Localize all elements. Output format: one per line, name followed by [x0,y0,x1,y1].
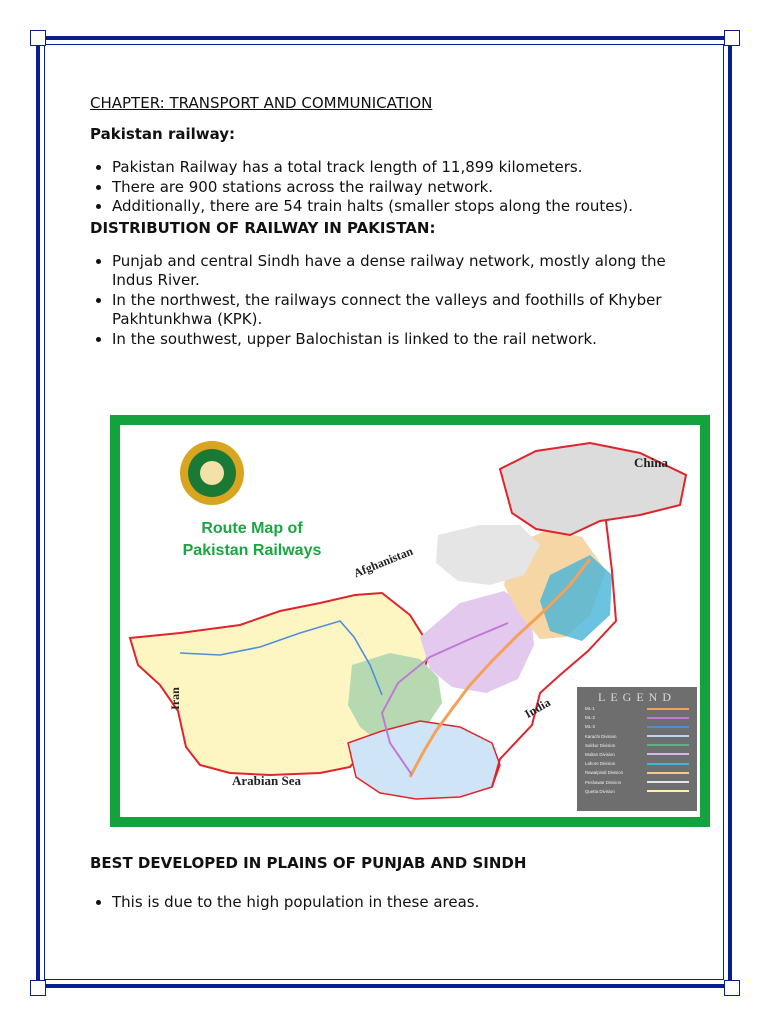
legend-swatch [647,781,689,783]
legend-swatch [647,772,689,774]
legend-swatch [647,790,689,792]
legend-swatch [647,726,689,728]
list-item: • In the southwest, upper Balochistan is linked to the rail network. [112,330,690,350]
list-item: • In the northwest, the railways connect the valleys and foothills of Khyber Pakhtunkhwa (KPK). [112,291,690,330]
legend-item-label: Karachi Division [585,733,617,739]
legend-item-label: Peshawar Division [585,779,622,785]
railway-map [120,425,700,817]
best-list [90,893,690,913]
legend-item [577,713,697,722]
corner-ornament [724,980,740,996]
railway-map-figure [110,415,710,827]
map-legend [577,687,697,811]
chapter-title: CHAPTER: TRANSPORT AND COMMUNICATION [90,94,433,112]
legend-item [577,732,697,741]
map-title-line2: Pakistan Railways [182,542,322,559]
legend-item [577,778,697,787]
map-title-line1: Route Map of [201,520,303,537]
best-section [90,852,690,913]
legend-item [577,759,697,768]
legend-item [577,722,697,731]
list-item: • There are 900 stations across the railway network. [112,178,690,198]
legend-swatch [647,763,689,765]
legend-item-label: ML-2 [585,715,596,721]
list-item: • Pakistan Railway has a total track length of 11,899 kilometers. [112,158,690,178]
label-china: China [634,455,668,470]
legend-item [577,741,697,750]
railway-list [90,158,690,217]
distribution-list [90,252,690,350]
list-item: • Punjab and central Sindh have a dense railway network, mostly along the Indus River. [112,252,690,291]
label-india: India [522,695,553,721]
label-iran: Iran [167,687,182,710]
legend-item-label: ML-3 [585,724,596,730]
document-body [90,92,690,349]
corner-ornament [30,30,46,46]
list-item: • Additionally, there are 54 train halts (smaller stops along the routes). [112,197,690,217]
legend-swatch [647,717,689,719]
legend-swatch [647,735,689,737]
legend-item [577,787,697,796]
legend-item-label: Lahore Division [585,761,616,767]
legend-item [577,750,697,759]
best-heading: BEST DEVELOPED IN PLAINS OF PUNJAB AND SINDH [90,854,527,872]
legend-swatch [647,753,689,755]
label-afghanistan: Afghanistan [351,543,415,581]
corner-ornament [30,980,46,996]
label-arabian-sea: Arabian Sea [232,773,301,788]
legend-swatch [647,744,689,746]
list-item: • This is due to the high population in these areas. [112,893,690,913]
legend-item-label: Rawalpindi Division [585,770,624,776]
railway-emblem-icon [180,441,244,505]
railway-heading: Pakistan railway: [90,125,236,143]
legend-swatch [647,708,689,710]
legend-item-label: ML-1 [585,706,596,711]
legend-item [577,768,697,777]
map-title [172,518,332,562]
legend-item [577,704,697,713]
distribution-heading: DISTRIBUTION OF RAILWAY IN PAKISTAN: [90,218,436,237]
legend-title: LEGEND [598,690,676,704]
legend-item-label: Quetta Division [585,788,615,794]
corner-ornament [724,30,740,46]
legend-item-label: Multan Division [585,751,615,757]
legend-item-label: Sukkur Division [585,742,616,748]
